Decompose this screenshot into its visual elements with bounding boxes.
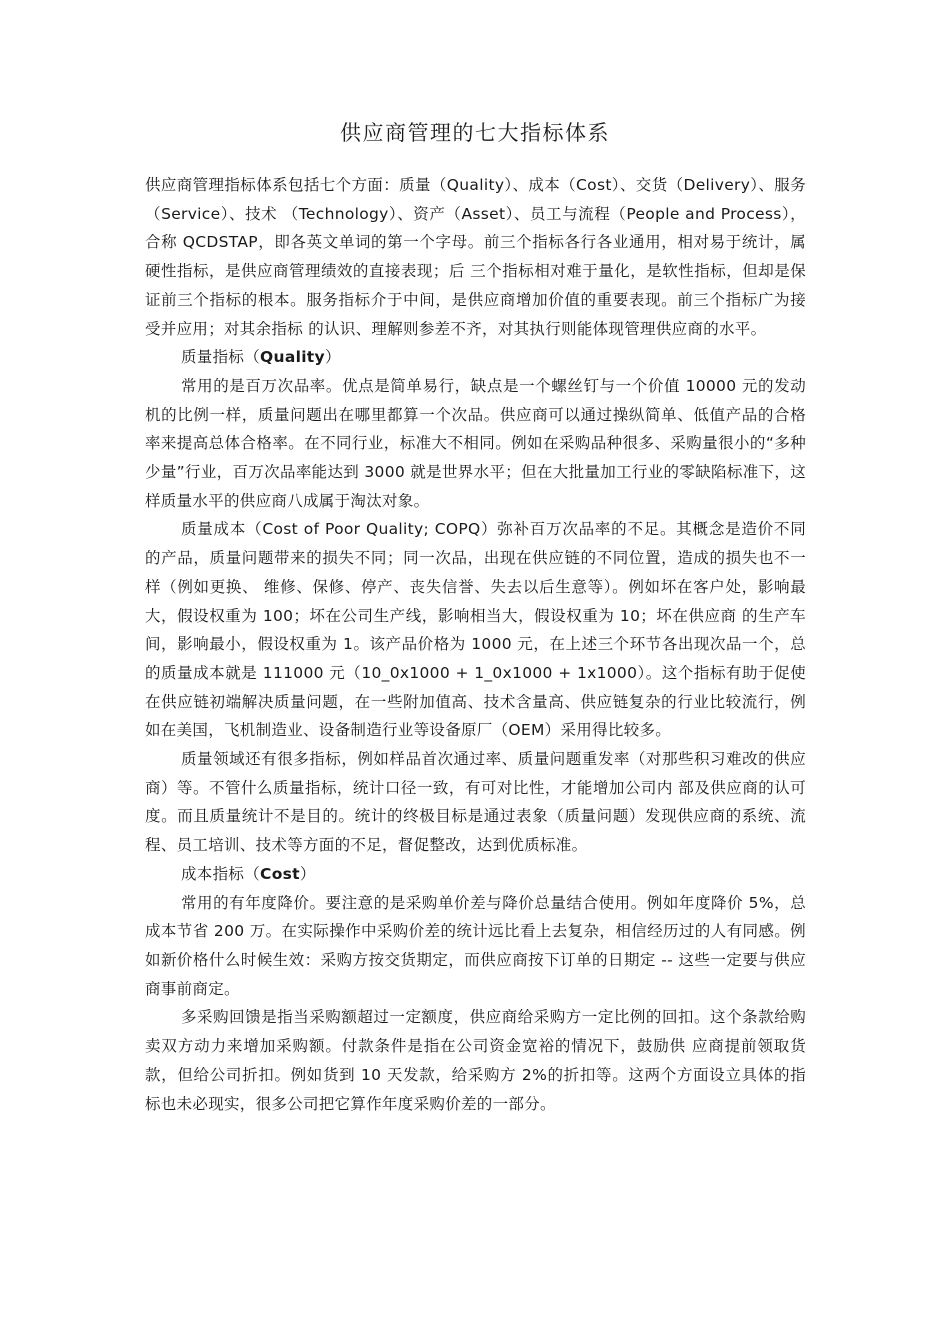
intro-paragraph: 供应商管理指标体系包括七个方面：质量（Quality）、成本（Cost）、交货（Delivery）、服务（Service）、技术 （Technology）、资产（Asset）、员工与流程（People and Process），合称 QCDSTAP，即各英文单词的第一个字母。前三个指标各行各业通用，相对易于统计，属硬性指标，是供应商管理绩效的直接表现；后 三个指标相对难于量化，是软性指标，但却是保证前三个指标的根本。服务指标介于中间，是供应商增加价值的重要表现。前三个指标广为接受并应用；对其余指标 的认识、理解则参差不齐，对其执行则能体现管理供应商的水平。 (145, 176, 806, 338)
heading-term: Cost (260, 864, 300, 883)
section-heading-quality (145, 343, 806, 372)
quality-paragraph-3: 质量领域还有很多指标，例如样品首次通过率、质量问题重发率（对那些积习难改的供应商）等。不管什么质量指标，统计口径一致，有可对比性，才能增加公司内 部及供应商的认可度。而且质量统计不是目的。统计的终极目标是通过表象（质量问题）发现供应商的系统、流程、员工培训、技术等方面的不足，督促整改，达到优质标准。 (145, 750, 806, 855)
heading-close: ） (324, 348, 341, 367)
section-heading-cost (145, 860, 806, 889)
heading-text: 成本指标（ (181, 864, 261, 883)
heading-term: Quality (260, 348, 325, 367)
quality-paragraph-1: 常用的是百万次品率。优点是简单易行，缺点是一个螺丝钉与一个价值 10000 元的发动机的比例一样，质量问题出在哪里都算一个次品。供应商可以通过操纵简单、低值产品的合格率来提高总体合格率。在不同行业，标准大不相同。例如在采购品种很多、采购量很小的“多种少量”行业，百万次品率能达到 3000 就是世界水平；但在大批量加工行业的零缺陷标准下，这样质量水平的供应商八成属于淘汰对象。 (145, 376, 806, 510)
heading-close: ） (299, 864, 316, 883)
document-body (145, 171, 806, 1118)
cost-paragraph-2: 多采购回馈是指当采购额超过一定额度，供应商给采购方一定比例的回扣。这个条款给购卖双方动力来增加采购额。付款条件是指在公司资金宽裕的情况下，鼓励供 应商提前领取货款，但给公司折扣。例如货到 10 天发款，给采购方 2%的折扣等。这两个方面设立具体的指标也未必现实，很多公司把它算作年度采购价差的一部分。 (145, 1008, 806, 1113)
document-title: 供应商管理的七大指标体系 (340, 121, 610, 145)
heading-text: 质量指标（ (181, 348, 261, 367)
cost-paragraph-1: 常用的有年度降价。要注意的是采购单价差与降价总量结合使用。例如年度降价 5%，总成本节省 200 万。在实际操作中采购价差的统计远比看上去复杂，相信经历过的人有同感。例如新价格什么时候生效：采购方按交货期定，而供应商按下订单的日期定 -- 这些一定要与供应商事前商定。 (145, 893, 806, 998)
quality-paragraph-2: 质量成本（Cost of Poor Quality; COPQ）弥补百万次品率的不足。其概念是造价不同的产品，质量问题带来的损失不同；同一次品，出现在供应链的不同位置，造成的损失也不一样（例如更换、 维修、保修、停产、丧失信誉、失去以后生意等）。例如坏在客户处，影响最大，假设权重为 100；坏在公司生产线，影响相当大，假设权重为 10；坏在供应商 的生产车间，影响最小，假设权重为 1。该产品价格为 1000 元，在上述三个环节各出现次品一个，总的质量成本就是 111000 元（10_0x1000 + 1_0x1000 + 1x1000）。这个指标有助于促使在供应链初端解决质量问题，在一些附加值高、技术含量高、供应链复杂的行业比较流行，例如在美国，飞机制造业、设备制造行业等设备原厂（OEM）采用得比较多。 (145, 520, 806, 740)
